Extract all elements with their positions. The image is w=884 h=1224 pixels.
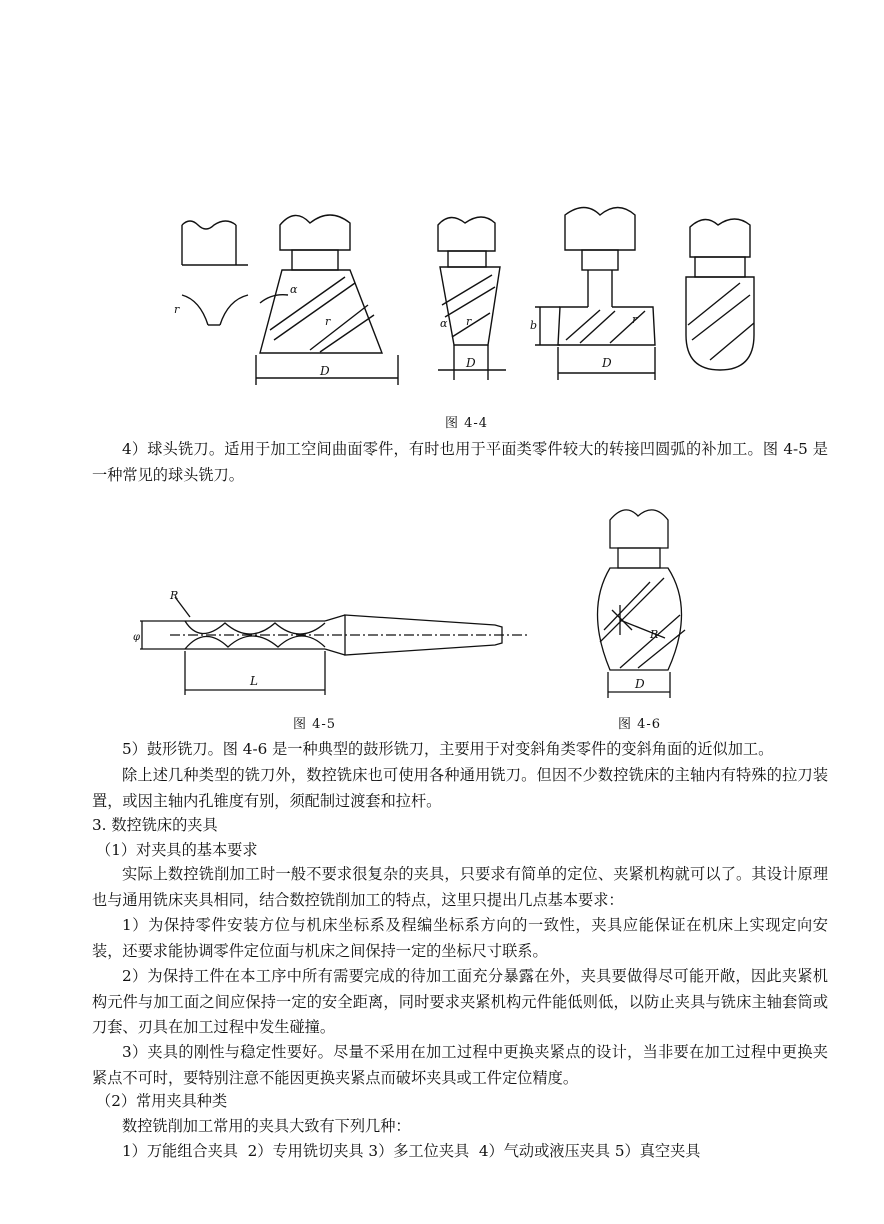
paragraph-requirement-3: 3）夹具的刚性与稳定性要好。尽量不采用在加工过程中更换夹紧点的设计，当非要在加工过程中更换夹紧点不可时，要特别注意不能因更换夹紧点而破坏夹具或工件定位精度。 bbox=[92, 1043, 828, 1087]
paragraph-requirement-2: 2）为保持工件在本工序中所有需要完成的待加工面充分暴露在外，夹具要做得尽可能开敞，因此夹紧机构元件与加工面之间应保持一定的安全距离，同时要求夹紧机构元件能低则低，以防止夹具与铣床主轴套筒或刀套、刃具在加工过程中发生碰撞。 bbox=[92, 967, 828, 1036]
fig44-label-r-small: r bbox=[174, 303, 180, 316]
fig46-label-R: R bbox=[650, 628, 659, 641]
figure-4-4-drawing bbox=[170, 195, 770, 395]
cutter-t-slot bbox=[535, 208, 770, 381]
fig44-label-D3: D bbox=[602, 356, 612, 370]
paragraph-other-cutters: 除上述几种类型的铣刀外，数控铣床也可使用各种通用铣刀。但因不少数控铣床的主轴内有特殊的拉刀装置，或因主轴内孔锥度有别，须配制过渡套和拉杆。 bbox=[92, 766, 828, 810]
paragraph-drum-cutter: 5）鼓形铣刀。图 4-6 是一种典型的鼓形铣刀，主要用于对变斜角类零件的变斜角面的近似加工。 bbox=[122, 740, 774, 758]
fig44-label-alpha2: α bbox=[440, 317, 448, 330]
cutter-fillet-sketch bbox=[182, 221, 248, 325]
cutter-ball-end bbox=[686, 219, 754, 370]
fig44-label-D1: D bbox=[320, 364, 330, 378]
fig44-label-r3: r bbox=[632, 313, 638, 326]
fig44-label-r: r bbox=[325, 315, 331, 328]
fig45-label-R: R bbox=[170, 589, 179, 602]
fig44-label-r2: r bbox=[466, 315, 472, 328]
heading-fixtures: 3. 数控铣床的夹具 bbox=[92, 816, 218, 834]
fig45-label-L: L bbox=[250, 674, 258, 688]
paragraph-basic: 实际上数控铣削加工时一般不要求很复杂的夹具，只要求有简单的定位、夹紧机构就可以了。其设计原理也与通用铣床夹具相同，结合数控铣削加工的特点，这里只提出几点基本要求： bbox=[92, 865, 828, 909]
cutter-tapered-large bbox=[256, 215, 398, 385]
fig45-label-phi: φ bbox=[133, 632, 141, 643]
figure-4-4-caption: 图 4-4 bbox=[445, 416, 489, 431]
paragraph-ball-end-cutter: 4）球头铣刀。适用于加工空间曲面零件，有时也用于平面类零件较大的转接凹圆弧的补加工。图 4-5 是一种常见的球头铣刀。 bbox=[92, 440, 828, 484]
fig44-label-D2: D bbox=[466, 356, 476, 370]
paragraph-requirement-1: 1）为保持零件安装方位与机床坐标系及程编坐标系方向的一致性，夹具应能保证在机床上实现定向安装，还要求能协调零件定位面与机床之间保持一定的坐标尺寸联系。 bbox=[92, 916, 828, 960]
fixture-types-list: 1）万能组合夹具 2）专用铣切夹具 3）多工位夹具 4）气动或液压夹具 5）真空夹具 bbox=[122, 1142, 701, 1160]
heading-common-types: （2）常用夹具种类 bbox=[96, 1092, 228, 1110]
figure-4-5-drawing bbox=[130, 585, 530, 700]
figure-4-6-caption: 图 4-6 bbox=[618, 717, 662, 732]
fig46-label-D: D bbox=[635, 677, 645, 691]
fig44-label-alpha: α bbox=[290, 283, 298, 296]
figure-4-5-caption: 图 4-5 bbox=[293, 717, 337, 732]
paragraph-types-intro: 数控铣削加工常用的夹具大致有下列几种： bbox=[122, 1117, 411, 1135]
fig44-label-b: b bbox=[530, 319, 538, 332]
heading-basic-requirements: （1）对夹具的基本要求 bbox=[96, 841, 258, 859]
figure-4-6-drawing bbox=[590, 490, 710, 700]
